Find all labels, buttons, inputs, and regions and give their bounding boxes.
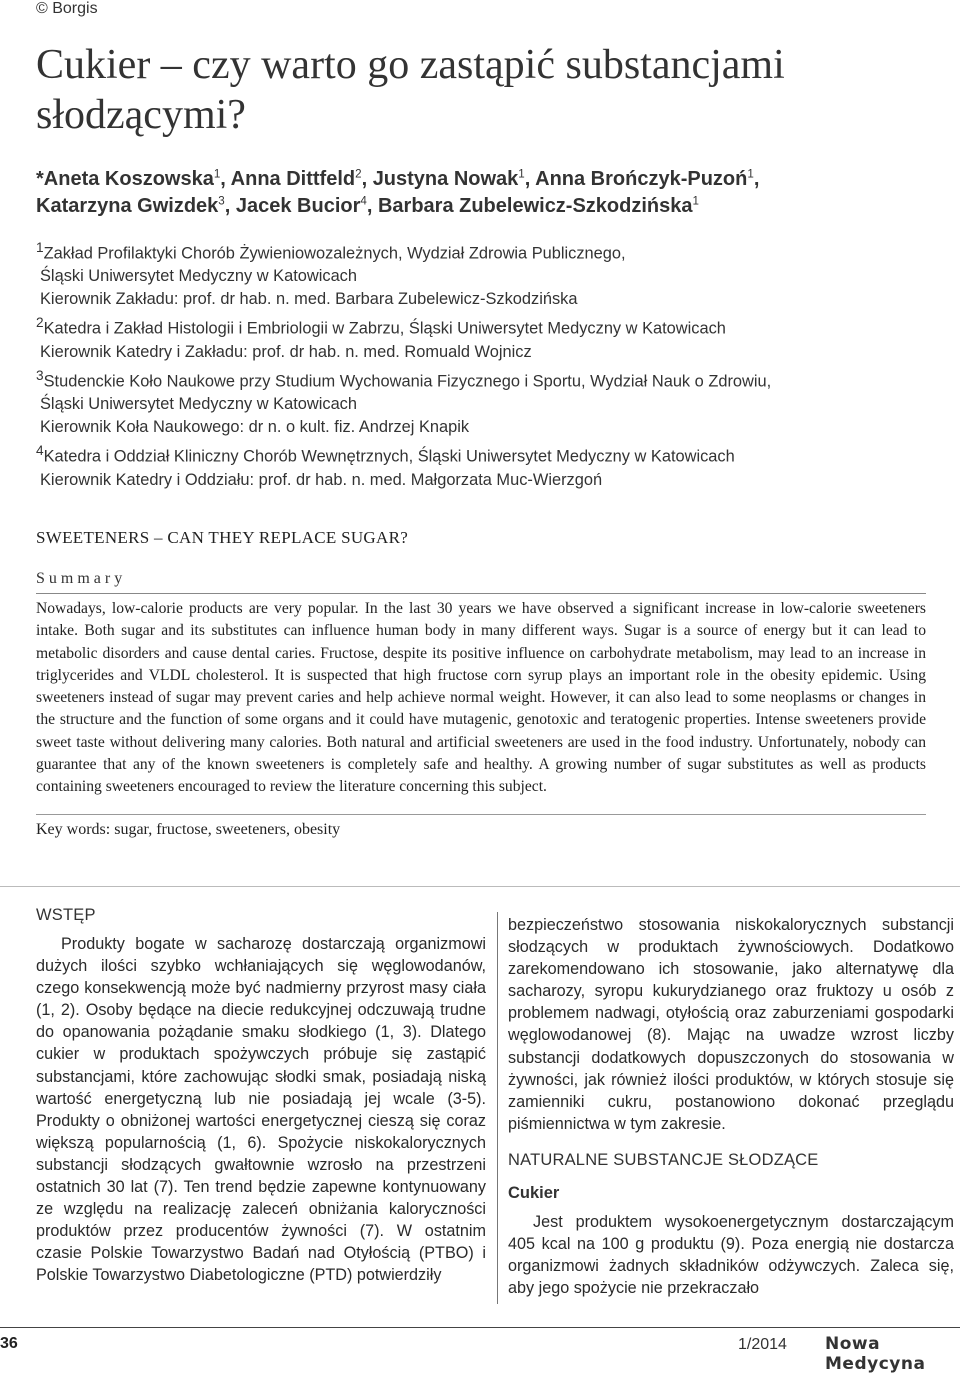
affiliation-3: $^3$Studenckie Koło Naukowe przy Studium Wychowania Fizycznego i Sportu, Wydział Nauk o Zdrowiu, bbox=[36, 367, 772, 391]
affiliation-2-head: Kierownik Katedry i Zakładu: prof. dr hab. n. med. Romuald Wojnicz bbox=[40, 342, 532, 361]
affiliation-3-line2: Śląski Uniwersytet Medyczny w Katowicach bbox=[40, 395, 357, 414]
journal-name: Nowa Medycyna bbox=[825, 1334, 926, 1374]
article-title: Cukier – czy warto go zastąpić substancjami słodzącymi? bbox=[36, 42, 785, 138]
footer-divider bbox=[0, 1327, 960, 1328]
author-name: Jacek Bucior bbox=[235, 195, 361, 217]
section-divider bbox=[0, 886, 960, 887]
affiliation-2: $^2$Katedra i Zakład Histologii i Embriologii w Zabrzu, Śląski Uniwersytet Medyczny w Katowicach bbox=[36, 315, 726, 338]
summary-divider bbox=[36, 593, 926, 594]
affiliations bbox=[36, 236, 936, 492]
summary-text: Nowadays, low-calorie products are very popular. In the last 30 years we have observed a significant increase in low-calorie sweeteners intake. Both sugar and its substitutes can influence human body in many different ways. Sugar is a source of energy but it can lead to metabolic disorders and cause dental caries. Fructose, despite its positive influence on carbohydrate metabolism, may lead to an increase in triglycerides and VLDL cholesterol. It is suspected that high fructose corn syrup plays an important role in the obesity epidemic. Using sweeteners instead of sugar may prevent caries and help achieve normal weight. However, it can also lead to some neoplasms or changes in the structure and the function of some organs and it could have mutagenic, genotoxic and teratogenic properties. Intense sweeteners provide sweet taste without delivering many calories. Both natural and artificial sweeteners are used in the food industry. Unfortunately, nobody can guarantee that any of the known sweeteners is completely safe and healthy. A growing number of sugar substitutes as well as products containing sweeteners encouraged to review the literature concerning this subject. bbox=[36, 600, 926, 796]
column-divider bbox=[497, 912, 498, 1304]
author-affiliation-mark: 2 bbox=[355, 167, 362, 181]
author-line-2: Katarzyna Gwizdek$^3$, Jacek Bucior$^4$, Barbara Zubelewicz-Szkodzińska$^1$ bbox=[36, 194, 699, 217]
affiliation-1-line2: Śląski Uniwersytet Medyczny w Katowicach bbox=[40, 267, 357, 286]
affiliation-4-head: Kierownik Katedry i Oddziału: prof. dr hab. n. med. Małgorzata Muc-Wierzgoń bbox=[40, 470, 603, 489]
author-affiliation-mark: 1 bbox=[747, 167, 754, 181]
section-heading-intro: WSTĘP bbox=[36, 906, 96, 924]
author-list bbox=[36, 166, 936, 220]
sugar-paragraph: Jest produktem wysokoenergetycznym dostarczającym 405 kcal na 100 g produktu (9). Poza energią nie dostarcza organizmowi żadnych składników odżywczych. Zaleca się, aby jego spożycie nie przekraczało bbox=[508, 1212, 954, 1298]
subheading-sugar: Cukier bbox=[508, 1183, 560, 1202]
author-name: Anna Dittfeld bbox=[230, 168, 356, 190]
affiliation-1: $^1$Zakład Profilaktyki Chorób Żywieniowozależnych, Wydział Zdrowia Publicznego, bbox=[36, 240, 626, 263]
page-number: 36 bbox=[0, 1335, 18, 1352]
intro-paragraph: Produkty bogate w sacharozę dostarczają organizmowi dużych ilości szybko wchłaniających się węglowodanów, czego konsekwencją może być nadmierny przyrost masy ciała (1, 2). Osoby będące na diecie redukcyjnej odczuwają trudne do opanowania pożądanie smaku słodkiego (1, 3). Dlatego cukier w produktach spożywczych próbuje się zastąpić substancjami, które zachowując słodki smak, posiadają niską wartość energetyczną lub nie posiadają jej wcale (3-5). Produkty o obniżonej wartości energetycznej cieszą się coraz większą popularnością (1, 6). Spożycie niskokalorycznych substancji słodzących gwałtownie wzrosło na przestrzeni ostatnich 30 lat (7). Ten trend będzie zapewne kontynuowany ze względu na realizację zaleceń obniżania kaloryczności produktów przez producentów żywności (7). W ostatnim czasie Polskie Towarzystwo Badań nad Otyłością (PTBO) i Polskie Towarzystwo Diabetologiczne (PTD) potwierdziły bbox=[36, 935, 486, 1285]
left-column bbox=[36, 906, 486, 1287]
author-affiliation-mark: 1 bbox=[518, 167, 525, 181]
english-title: SWEETENERS – CAN THEY REPLACE SUGAR? bbox=[36, 528, 409, 547]
keywords-divider bbox=[36, 814, 926, 815]
author-affiliation-mark: 4 bbox=[360, 194, 367, 208]
right-column bbox=[508, 914, 954, 1299]
author-affiliation-mark: 1 bbox=[213, 167, 221, 181]
author-name: Anna Brończyk-Puzoń bbox=[535, 168, 748, 190]
continued-paragraph: bezpieczeństwo stosowania niskokalorycznych substancji słodzących w produktach żywnościowych. Dodatkowo zarekomendowano ich stosowanie, jako alternatywę dla sacharozy, syropu kukurydzianego oraz fruktozy u osób z problemem nadwagi, otyłością oraz zaburzeniami gospodarki węglowodanowej (8). Mając na uwadze wzrost liczby substancji dodatkowych dopuszczonych do stosowania w żywności, jak również ilości produktów, w których stosuje się zamienniki cukru, postanowiono dokonać przeglądu piśmiennictwa w tym zakresie. bbox=[508, 916, 954, 1133]
issue-number: 1/2014 bbox=[738, 1336, 787, 1353]
author-name: Katarzyna Gwizdek bbox=[36, 195, 219, 217]
affiliation-3-head: Kierownik Koła Naukowego: dr n. o kult. fiz. Andrzej Knapik bbox=[40, 418, 470, 437]
author-name: Barbara Zubelewicz-Szkodzińska bbox=[377, 195, 693, 217]
affiliation-4: $^4$Katedra i Oddział Kliniczny Chorób Wewnętrznych, Śląski Uniwersytet Medyczny w Katowicach bbox=[36, 443, 735, 466]
author-name: Justyna Nowak bbox=[372, 168, 519, 190]
author-affiliation-mark: 1 bbox=[692, 194, 699, 208]
author-line-1: *Aneta Koszowska$^1$, Anna Dittfeld$^2$, Justyna Nowak$^1$, Anna Brończyk-Puzoń$^1$, bbox=[36, 167, 760, 190]
author-name: *Aneta Koszowska bbox=[36, 168, 214, 190]
keywords: Key words: sugar, fructose, sweeteners, obesity bbox=[36, 821, 341, 838]
copyright-notice: © Borgis bbox=[36, 0, 98, 17]
affiliation-1-head: Kierownik Zakładu: prof. dr hab. n. med. Barbara Zubelewicz-Szkodzińska bbox=[40, 290, 578, 309]
section-heading-natural-sweeteners: NATURALNE SUBSTANCJE SŁODZĄCE bbox=[508, 1150, 819, 1169]
author-affiliation-mark: 3 bbox=[218, 194, 225, 208]
summary-heading: Summary bbox=[36, 570, 127, 587]
